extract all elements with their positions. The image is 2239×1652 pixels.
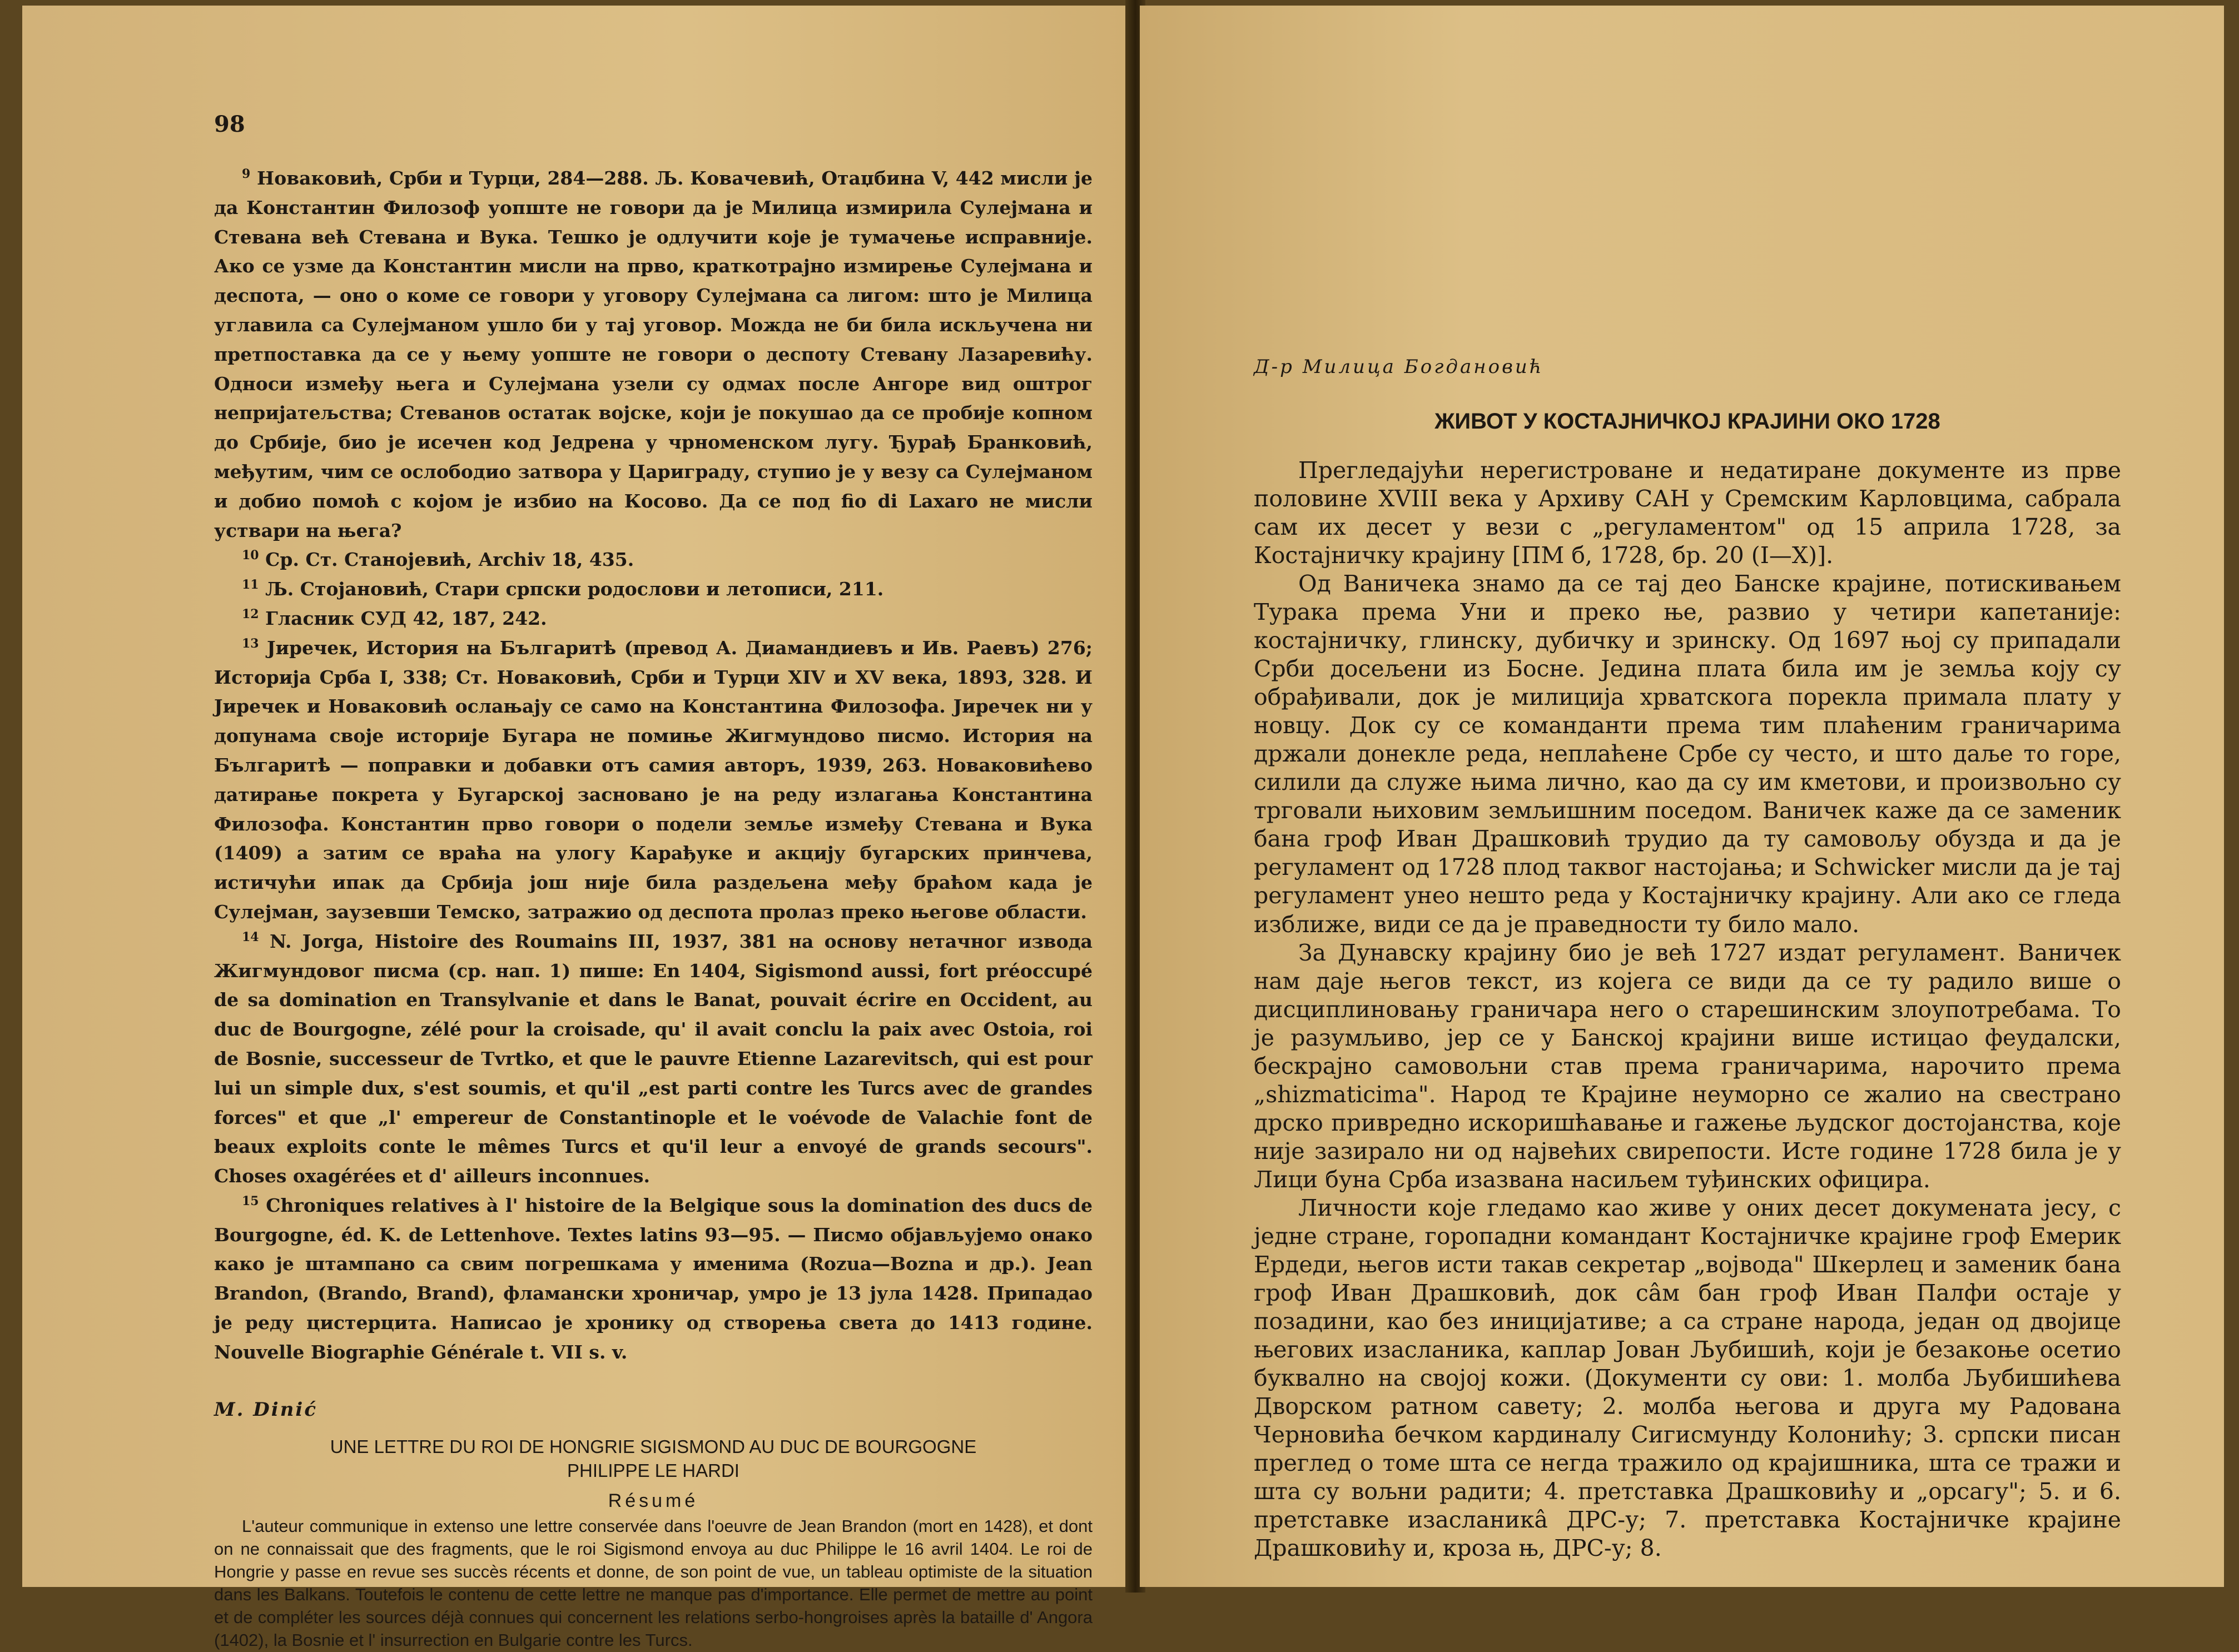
left-page-content	[214, 111, 1093, 1652]
paragraph: За Дунавску крајину био је већ 1727 издат регуламент. Ваничек нам даје његов текст, из којега се види да се ту радило више о дисциплиновању граничара него о старешинским злоупотребама. То је разумљиво, јер се у Банској крајини више истицао феудалски, бескрајно самовољни став према граничарима, нарочито према „shizmaticima". Народ те Крајине неуморно се жалио на свестрано дрско привредно искоришћавање и гажење људског достојанства, које није зазирало ни од највећих свирепости. Исте године 1728 била је у Лици буна Срба изазвана насиљем туђинских официра.	[1254, 939, 2121, 1193]
footnote	[214, 164, 1093, 545]
footnote-text: Љ. Стојановић, Стари српски родослови и летописи, 211.	[265, 578, 884, 600]
footnote	[214, 604, 1093, 634]
footnote	[214, 927, 1093, 1191]
footnotes	[214, 164, 1093, 1367]
right-page	[1140, 6, 2224, 1587]
resume-heading: Résumé	[608, 1490, 699, 1512]
paragraph: Од Ваничека знамо да се тај део Банске крајине, потискивањем Турака према Уни и преко ње, развио у четири капетаније: костајничку, глинску, дубичку и зринску. Од 1697 њој су припадали Срби досељени из Босне. Једина плата била им је земља коју су обрађивали, док је милиција хрватскога порекла примала плату у новцу. Док су се команданти према тим плаћеним граничарима држали донекле реда, неплаћене Србе су често, и што даље то горе, силили да служе њима лично, као да су им кметови, и произвољно су трговали њиховим земљишним поседом. Ваничек каже да се заменик бана гроф Иван Драшковић трудио да ту самовољу обузда и да је регуламент од 1728 плод таквог настојања; и Schwicker мисли да је тај регуламент унео нешто реда у Костајничку крајину. Али ако се гледа изближе, види се да је праведности ту било мало.	[1254, 570, 2121, 938]
page-number: 98	[214, 111, 245, 137]
footnote-number: 9	[242, 167, 251, 181]
footnote	[214, 545, 1093, 575]
footnote-number: 14	[242, 929, 259, 944]
article-author: Д-р Милица Богдановић	[1254, 356, 1544, 378]
article-title-line: PHILIPPE LE HARDI	[567, 1460, 739, 1481]
footnote-number: 13	[242, 636, 259, 651]
footnote-text: Новаковић, Срби и Турци, 284—288. Љ. Ковачевић, Отаџбина V, 442 мисли је да Константин Филозоф уопште не говори да је Милица измирила Сулејмана и Стевана већ Стевана и Вука. Тешко је одлучити које је тумачење исправније. Ако се узме да Константин мисли на прво, краткотрајно измирење Сулејмана и деспота, — оно о коме се говори у уговору Сулејмана са лигом: што је Милица углавила са Сулејманом ушло би у тај уговор. Можда не би била искључена ни претпоставка да се у њему уопште не говори о деспоту Стевану Лазаревићу. Односи између њега и Сулејмана узели су одмах после Ангоре вид оштрог непријатељства; Стеванов остатак војске, који је покушао да се пробије копном до Србије, био је исечен код Једрена у чрноменском лугу. Ђурађ Бранковић, међутим, чим се ослободио затвора у Цариграду, ступио је у везу са Сулејманом и добио помоћ с којом је избио на Косово. Да се под fio di Laxaro не мисли уствари на њега?	[214, 167, 1093, 541]
footnote-number: 11	[242, 578, 259, 593]
footnote-text: N. Jorga, Histoire des Roumains III, 1937, 381 на основу нетачног извода Жигмундовог писма (ср. нап. 1) пише: En 1404, Sigismond aussi, fort préoccupé de sa domination en Transylvanie et dans le Banat, pouvait écrire en Occident, au duc de Bourgogne, zélé pour la croisade, qu' il avait conclu la paix avec Ostoia, roi de Bosnie, successeur de Tvrtko, et que le pauvre Etienne Lazarevitsch, qui est pour lui un simple dux, s'est soumis, et qu'il „est parti contre les Turcs avec de grandes forces" et que „l' empereur de Constantinople et le voévode de Valachie font de beaux exploits conte le mêmes Turcs et qu'il leur a envoyé de grands secours". Choses oxagérées et d' ailleurs inconnues.	[214, 930, 1093, 1187]
paragraph: Личности које гледамо као живе у оних десет докумената јесу, с једне стране, горопадни командант Костајничке крајине гроф Емерик Ердеди, његов исти такав секретар „војвода" Шкерлец и заменик бана гроф Иван Драшковић, док сâм бан гроф Иван Палфи остаје у позадини, као без иницијативе; а са стране народа, један од двојице његових изасланика, каплар Јован Љубишић, који је безакоње осетио буквално на својој кожи. (Документи су ови: 1. молба Љубишићева Дворском ратном савету; 2. молба његова и друга му Радована Черновића бечком кардиналу Сигисмунду Колонићу; 3. српски писан преглед о томе шта се негда тражило од крајишника, шта се тражи и шта су вољни радити; 4. претставка Драшковићу и „орсагу"; 5. и 6. претставке изасланикâ ДРС-у; 7. претставка Костајничке крајине Драшковићу и, кроза њ, ДРС-у; 8.	[1254, 1194, 2121, 1562]
article-title	[214, 1435, 1093, 1483]
footnote	[214, 575, 1093, 604]
footnote-text: Јиречек, История на Българитѣ (превод А. Диамандиевъ и Ив. Раевъ) 276; Историја Срба I, 338; Ст. Новаковић, Срби и Турци XIV и XV века, 1893, 328. И Јиречек и Новаковић ослањају се само на Константина Филозофа. Јиречек ни у допунама своје историје Бугара не помиње Жигмундово писмо. История на Българитѣ — поправки и добавки отъ самия авторъ, 1939, 263. Новаковићево датирање покрета у Бугарској засновано је на реду излагања Константина Филозофа. Константин прво говори о подели земље између Стевана и Вука (1409) а затим се враћа на улогу Карађуке и акцију бугарских принчева, истичући ипак да Србија још није била раздељена међу браћом када је Сулејман, заузевши Темско, затражио од деспота пролаз преко његове области.	[214, 636, 1093, 923]
footnote-text: Гласник СУД 42, 187, 242.	[265, 607, 547, 629]
resume-text: L'auteur communique in extenso une lettre conservée dans l'oeuvre de Jean Brandon (mort en 1428), et dont on ne connaissait que des fragments, que le roi Sigismond envoya au duc Philippe le 16 avril 1404. Le roi de Hongrie y passe en revue ses succès récents et donne, de son point de vue, un tableau optimiste de la situation dans les Balkans. Toutefois le contenu de cette lettre ne manque pas d'importance. Elle permet de mettre au point et de compléter les sources déjà connues qui concernent les relations serbo-hongroises après la bataille d' Angora (1402), la Bosnie et l' insurrection en Bulgarie contre les Turcs.	[214, 1516, 1093, 1650]
article-author: M. Dinić	[214, 1398, 318, 1421]
right-page-content	[1254, 356, 2121, 1563]
article-title-line: UNE LETTRE DU ROI DE HONGRIE SIGISMOND AU DUC DE BOURGOGNE	[330, 1436, 977, 1457]
paragraph: Прегледајући нерегистроване и недатиране документе из прве половине XVIII века у Архиву САН у Сремским Карловцима, сабрала сам их десет у вези с „регуламентом" од 15 априла 1728, за Костајничку крајину [ПМ б, 1728, бр. 20 (I—X)].	[1254, 457, 2121, 569]
footnote	[214, 1191, 1093, 1367]
footnote-number: 10	[242, 548, 259, 563]
footnote-text: Chroniques relatives à l' histoire de la Belgique sous la domination des ducs de Bourgogne, éd. K. de Lettenhove. Textes latins 93—95. — Писмо објављујемо онако како је штампано са свим погрешкама у именима (Rozua—Bozna и др.). Jean Brandon, (Brando, Brand), фламански хроничар, умро је 13 јула 1428. Припадао је реду цистерцита. Написао је хронику од створења света до 1413 године. Nouvelle Biographie Générale t. VII s. v.	[214, 1194, 1093, 1363]
article-body	[1254, 456, 2121, 1563]
footnote-text: Ср. Ст. Станојевић, Archiv 18, 435.	[265, 549, 634, 571]
resume	[214, 1515, 1093, 1651]
footnote	[214, 634, 1093, 927]
left-page	[22, 6, 1129, 1650]
footnote-number: 12	[242, 606, 259, 621]
article-title: ЖИВОТ У КОСТАЈНИЧКОЈ КРАЈИНИ ОКО 1728	[1434, 409, 1940, 434]
footnote-number: 15	[242, 1193, 259, 1208]
